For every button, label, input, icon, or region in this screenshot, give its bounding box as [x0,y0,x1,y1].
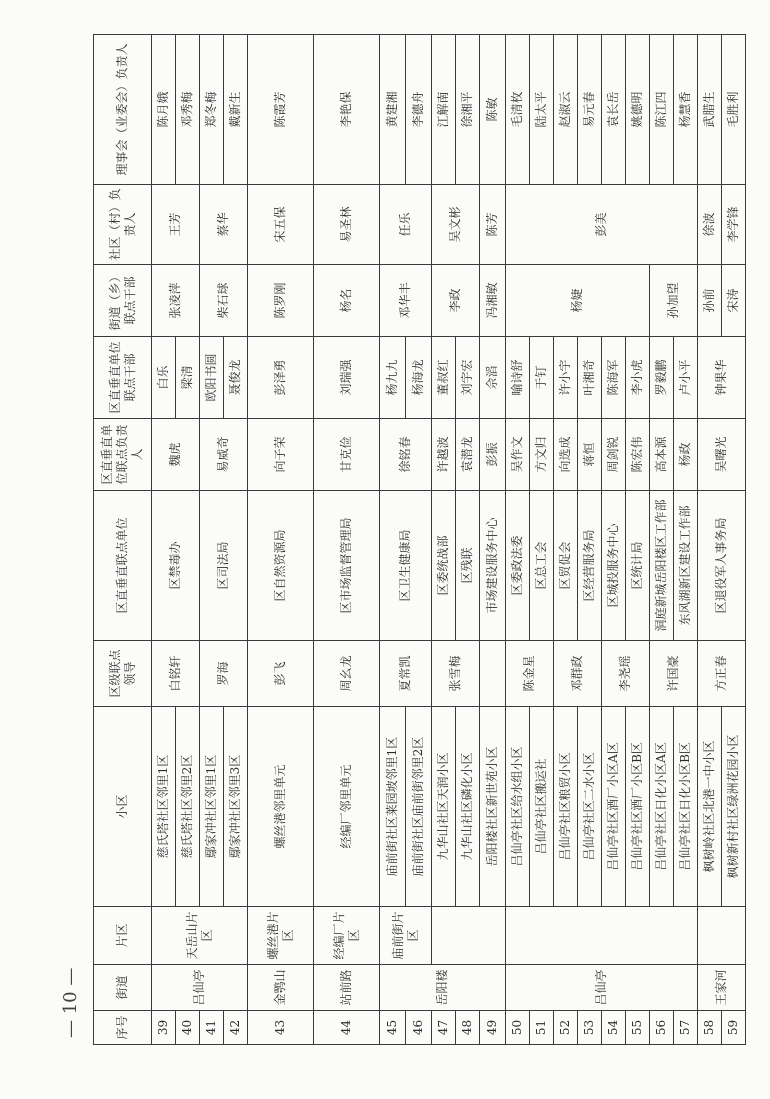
street-cadre-cell: 邓华丰 [380,265,432,337]
community-cell: 吕仙亭社区搬运社 [530,707,554,907]
street-cell: 王家河 [698,965,746,1011]
unit-head-cell: 易威奇 [200,419,248,491]
unit-cell: 区委统战部 [432,491,456,641]
council-head-cell: 毛清枚 [506,35,530,185]
table-row [480,35,506,1045]
unit-cadre-cell: 刘瑞强 [314,337,380,419]
leader-cell: 罗海 [200,641,248,707]
unit-cadre-cell: 卢小平 [674,337,698,419]
seq-cell: 58 [698,1011,722,1045]
community-cell: 吕仙亭社区日化小区A区 [650,707,674,907]
council-head-cell: 陈敏 [480,35,506,185]
council-head-cell: 徐湘平 [456,35,480,185]
unit-head-cell: 彭振 [480,419,506,491]
shequ-head-cell: 吴文彬 [432,185,480,265]
unit-cadre-cell: 杨海龙 [406,337,432,419]
unit-cadre-cell: 董叔红 [432,337,456,419]
street-cadre-cell: 宋涛 [722,265,746,337]
table-row [314,35,380,1045]
unit-head-cell: 周剑锐 [602,419,626,491]
unit-head-cell: 徐铭春 [380,419,432,491]
council-head-cell: 毛胜利 [722,35,746,185]
community-cell: 鄢家冲社区邻里1区 [200,707,224,907]
community-cell: 吕仙亭社区二水小区 [578,707,602,907]
unit-cell: 区司法局 [200,491,248,641]
seq-cell: 46 [406,1011,432,1045]
seq-cell: 43 [248,1011,314,1045]
unit-cadre-cell: 聂俊龙 [224,337,248,419]
street-cadre-cell: 孙加望 [650,265,698,337]
unit-cell: 区经营服务局 [578,491,602,641]
community-cell: 吕仙亭社区日化小区B区 [674,707,698,907]
col-area: 片区 [94,907,152,965]
community-cell: 鄢家冲社区邻里3区 [224,707,248,907]
street-cell: 吕仙亭 [152,965,248,1011]
table-row [432,35,456,1045]
community-cell: 岳阳楼社区新世苑小区 [480,707,506,907]
unit-head-cell: 甘克俭 [314,419,380,491]
col-community: 小区 [94,707,152,907]
seq-cell: 59 [722,1011,746,1045]
unit-head-cell: 高本源 [650,419,674,491]
header-row [94,35,152,1045]
unit-head-cell: 蒋恒 [578,419,602,491]
community-cell: 九华山社区磷化小区 [456,707,480,907]
unit-cadre-cell: 梁清 [176,337,200,419]
seq-cell: 39 [152,1011,176,1045]
seq-cell: 47 [432,1011,456,1045]
col-unit-cadre: 区直垂直单位联点干部 [94,337,152,419]
shequ-head-cell: 任乐 [380,185,432,265]
unit-head-cell: 吴曙光 [698,419,746,491]
col-street-cadre: 街道（乡）联点干部 [94,265,152,337]
seq-cell: 42 [224,1011,248,1045]
col-shequ-head: 社区（村）负责人 [94,185,152,265]
seq-cell: 44 [314,1011,380,1045]
area-cell: 庙前街片区 [380,907,432,965]
unit-cell: 区卫生健康局 [380,491,432,641]
unit-cell: 区禁毒办 [152,491,200,641]
seq-cell: 57 [674,1011,698,1045]
community-cell: 吕仙亭社区给水组小区 [506,707,530,907]
seq-cell: 49 [480,1011,506,1045]
community-cell: 枫树岭社区北港一中小区 [698,707,722,907]
council-head-cell: 李艳保 [314,35,380,185]
unit-cell: 区总工会 [530,491,554,641]
leader-cell: 李尧瑶 [602,641,650,707]
col-street: 街道 [94,965,152,1011]
leader-cell: 邓群政 [554,641,602,707]
seq-cell: 40 [176,1011,200,1045]
page-number: — 10 — [60,967,81,1038]
street-cell: 吕仙亭 [506,965,698,1011]
seq-cell: 56 [650,1011,674,1045]
council-head-cell: 陆太平 [530,35,554,185]
street-cadre-cell: 柴石球 [200,265,248,337]
table-row [152,35,176,1045]
unit-cadre-cell: 杨九九 [380,337,406,419]
council-head-cell: 易元春 [578,35,602,185]
unit-cell: 区市场监督管理局 [314,491,380,641]
leader-cell: 许国豪 [650,641,698,707]
unit-cadre-cell: 钟果华 [698,337,746,419]
unit-cadre-cell: 喻诗舒 [506,337,530,419]
unit-head-cell: 向选成 [554,419,578,491]
unit-head-cell: 吴作文 [506,419,530,491]
seq-cell: 55 [626,1011,650,1045]
leader-cell: 彭飞 [248,641,314,707]
leader-cell: 陈金星 [506,641,554,707]
community-cell: 九华山社区天润小区 [432,707,456,907]
table-row [698,35,722,1045]
leader-cell: 白铭轩 [152,641,200,707]
seq-cell: 54 [602,1011,626,1045]
council-head-cell: 邓秀梅 [176,35,200,185]
unit-cell: 区退役军人事务局 [698,491,746,641]
col-unit: 区直垂直联点单位 [94,491,152,641]
street-cell: 站前路 [314,965,380,1011]
unit-head-cell: 向子荣 [248,419,314,491]
leader-cell: 夏常凯 [380,641,432,707]
unit-cell: 区残联 [456,491,480,641]
area-cell: 螺丝港片区 [248,907,314,965]
council-head-cell: 陈江四 [650,35,674,185]
community-cell: 慈氏塔社区邻里1区 [152,707,176,907]
unit-cell: 市场建设服务中心 [480,491,506,641]
community-cell: 枫树新村社区绿洲花园小区 [722,707,746,907]
street-cadre-cell: 孙前 [698,265,722,337]
unit-head-cell: 陈宏伟 [626,419,650,491]
street-cell: 金鹗山 [248,965,314,1011]
col-seq: 序号 [94,1011,152,1045]
leader-cell: 方正春 [698,641,746,707]
seq-cell: 50 [506,1011,530,1045]
shequ-head-cell: 陈芳 [480,185,506,265]
unit-head-cell: 许越波 [432,419,456,491]
unit-cadre-cell: 白乐 [152,337,176,419]
area-cell [698,907,746,965]
unit-head-cell: 杨政 [674,419,698,491]
leader-cell: 张雪梅 [432,641,480,707]
leader-cell: 周幺龙 [314,641,380,707]
seq-cell: 52 [554,1011,578,1045]
council-head-cell: 陈霞芳 [248,35,314,185]
col-unit-head: 区直垂直单位联点负责人 [94,419,152,491]
unit-cadre-cell: 欧阳书圆 [200,337,224,419]
unit-cadre-cell: 刘宇宏 [456,337,480,419]
street-cell: 岳阳楼 [380,965,506,1011]
col-district-leader: 区级联点领导 [94,641,152,707]
table-row [506,35,530,1045]
unit-cell: 区自然资源局 [248,491,314,641]
community-cell: 吕仙亭社区酒厂小区A区 [602,707,626,907]
unit-cell: 洞庭新城岳阳楼区工作部 [650,491,674,641]
unit-head-cell: 魏虎 [152,419,200,491]
council-head-cell: 陈月娥 [152,35,176,185]
area-cell: 天岳山片区 [152,907,248,965]
shequ-head-cell: 王芳 [152,185,200,265]
seq-cell: 51 [530,1011,554,1045]
unit-cadre-cell: 罗毅鹏 [650,337,674,419]
unit-cadre-cell: 陈海军 [602,337,626,419]
council-head-cell: 黄建湘 [380,35,406,185]
unit-cadre-cell: 佘滔 [480,337,506,419]
unit-cadre-cell: 彭泽勇 [248,337,314,419]
unit-cadre-cell: 李小虎 [626,337,650,419]
table-row [380,35,406,1045]
council-head-cell: 杨慧香 [674,35,698,185]
unit-cell: 区统计局 [626,491,650,641]
unit-cell: 区委政法委 [506,491,530,641]
street-cadre-cell: 陈罗刚 [248,265,314,337]
community-cell: 吕仙亭社区粮贸小区 [554,707,578,907]
unit-cell: 区贸促会 [554,491,578,641]
community-cell: 吕仙亭社区酒厂小区B区 [626,707,650,907]
shequ-head-cell: 易圣林 [314,185,380,265]
community-cell: 螺丝港邻里单元 [248,707,314,907]
table-row [248,35,314,1045]
seq-cell: 53 [578,1011,602,1045]
street-cadre-cell: 李政 [432,265,480,337]
unit-cadre-cell: 许小宇 [554,337,578,419]
street-cadre-cell: 冯湘敏 [480,265,506,337]
area-cell [506,907,698,965]
unit-cadre-cell: 于钉 [530,337,554,419]
unit-cell: 东风湖新区建设工作部 [674,491,698,641]
table-row [200,35,224,1045]
council-head-cell: 袁长岳 [602,35,626,185]
council-head-cell: 姚德明 [626,35,650,185]
seq-cell: 48 [456,1011,480,1045]
seq-cell: 41 [200,1011,224,1045]
shequ-head-cell: 蔡华 [200,185,248,265]
street-cadre-cell: 杨名 [314,265,380,337]
council-head-cell: 江解南 [432,35,456,185]
council-head-cell: 赵淑云 [554,35,578,185]
street-cadre-cell: 杨婕 [506,265,650,337]
community-cell: 慈氏塔社区邻里2区 [176,707,200,907]
shequ-head-cell: 彭美 [506,185,698,265]
community-cell: 庙前街社区庙前街邻里2区 [406,707,432,907]
unit-cell: 区城投服务中心 [602,491,626,641]
council-head-cell: 李德舟 [406,35,432,185]
council-head-cell: 戴新生 [224,35,248,185]
rotated-table-page [93,35,740,1045]
street-cadre-cell: 张凌萍 [152,265,200,337]
seq-cell: 45 [380,1011,406,1045]
unit-head-cell: 袁潜龙 [456,419,480,491]
area-cell: 经编厂片区 [314,907,380,965]
col-council-head: 理事会（业委会）负责人 [94,35,152,185]
roster-table [93,34,746,1045]
area-cell [432,907,506,965]
community-cell: 庙前街社区莱园坡邻里1区 [380,707,406,907]
community-cell: 经编厂邻里单元 [314,707,380,907]
council-head-cell: 郑冬梅 [200,35,224,185]
shequ-head-cell: 徐波 [698,185,722,265]
unit-cadre-cell: 叶湘奇 [578,337,602,419]
council-head-cell: 武腊生 [698,35,722,185]
shequ-head-cell: 李学锋 [722,185,746,265]
unit-head-cell: 方文归 [530,419,554,491]
leader-cell [480,641,506,707]
shequ-head-cell: 宋五保 [248,185,314,265]
